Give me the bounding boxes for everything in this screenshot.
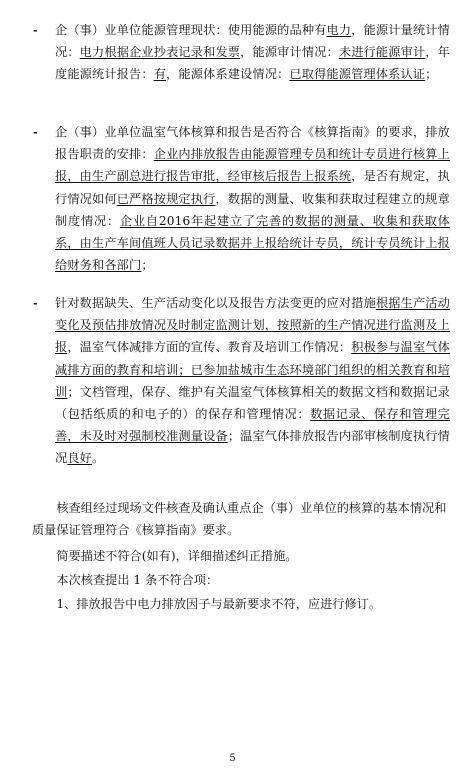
text: ，能源审计情况： xyxy=(240,45,339,60)
text: ，温室气体减排方面的宣传、教育及培训工作情况： xyxy=(67,340,352,355)
underlined-value: 积极参与温室气体减排方面的教育和培训；已参加盐城市生态环境部门组织的相关教育和培训 xyxy=(55,340,450,399)
text: ； xyxy=(141,258,154,273)
text: ，能源体系建设情况： xyxy=(166,67,290,82)
underlined-value: 企业自2016年起建立了完善的数据的测量、收集和获取体系，由生产车间值班人员记录数据并上报给统计专员，统计专员统计上报给财务和各部门 xyxy=(55,213,450,273)
text: ，数据的测量、收集和获取过程建立的规章制度情况： xyxy=(55,191,450,228)
summary-instruction: 简要描述不符合(如有)，详细描述纠正措施。 xyxy=(56,549,298,563)
text: 针对数据缺失、生产活动变化以及报告方法变更的应对措施 xyxy=(55,296,376,310)
underlined-value: 电力根据企业抄表记录和发票 xyxy=(79,45,241,60)
bullet-marker: - xyxy=(33,24,38,37)
underlined-value: 良好 xyxy=(67,451,93,466)
nonconformity-item: 1、排放报告中电力排放因子与最新要求不符，应进行修订。 xyxy=(56,597,382,611)
paragraph-data-measures xyxy=(55,292,450,470)
text: 企（事）业单位温室气体核算和报告是否符合《核算指南》的要求，排放报告职责的安排： xyxy=(55,125,450,162)
text: ； xyxy=(425,67,438,82)
underlined-value: 已取得能源管理体系认证 xyxy=(289,67,426,82)
underlined-value: 已严格按规定执行 xyxy=(116,191,216,206)
underlined-value: 数据记录、保存和管理完善，未及时对强制校准测量设备 xyxy=(55,407,450,444)
text: ，年度能源统计报告： xyxy=(55,45,450,82)
bullet-marker: - xyxy=(33,297,38,310)
paragraph-energy-management xyxy=(55,19,450,86)
underlined-value: 根据生产活动变化及预估排放情况及时制定监测计划，按照新的生产情况进行监测及上报 xyxy=(55,296,450,355)
text: 企（事）业单位能源管理现状：使用能源的品种有 xyxy=(55,23,327,37)
summary-count: 本次核查提出 1 条不符合项： xyxy=(56,573,219,587)
text: ，是否有规定，执行情况如何 xyxy=(55,169,450,206)
text: ，能源计量统计情况： xyxy=(55,23,450,60)
page-number: 5 xyxy=(229,753,236,764)
text: ；文档管理，保存、维护有关温室气体核算相关的数据文档和数据记录（包括纸质的和电子的）的保存和管理情况： xyxy=(55,384,450,422)
bullet-marker: - xyxy=(33,126,38,139)
underlined-value: 企业内排放报告由能源管理专员和统计专员进行核算上报，由生产副总进行报告审批，经审核后报告上报系统 xyxy=(55,147,450,184)
summary-conclusion: 核查组经过现场文件核查及确认重点企（事）业单位的核算的基本情况和质量保证管理符合《核算指南》要求。 xyxy=(32,501,447,537)
underlined-value: 电力 xyxy=(326,23,352,37)
text: 。 xyxy=(92,451,105,466)
underlined-value: 未进行能源审计 xyxy=(338,45,426,60)
paragraph-ghg-reporting xyxy=(55,121,450,276)
text: ；温室气体排放报告内部审核制度执行情况 xyxy=(55,429,450,466)
underlined-value: 有 xyxy=(153,67,167,82)
